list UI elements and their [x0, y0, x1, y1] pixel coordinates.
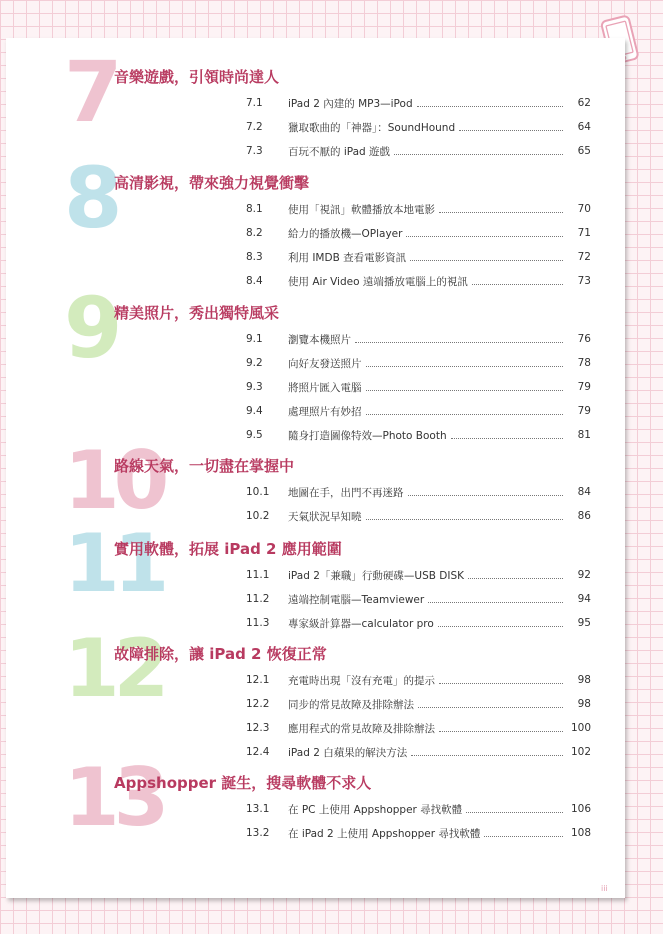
page-number: 62 [577, 97, 591, 109]
section-number: 9.5 [246, 429, 263, 441]
section-title: 專家級計算器—calculator pro [288, 615, 436, 633]
section-title: 隨身打造圖像特效—Photo Booth [288, 427, 449, 445]
toc-entry[interactable] [246, 272, 591, 290]
page-number: 108 [570, 827, 591, 839]
section-title: 利用 IMDB 查看電影資訊 [288, 249, 408, 267]
toc-entry[interactable] [246, 354, 591, 372]
page-number: 81 [577, 429, 591, 441]
chapter-number: 11 [64, 517, 164, 610]
section-number: 9.1 [246, 333, 263, 345]
section-number: 13.2 [246, 827, 270, 839]
chapter-number: 10 [64, 434, 164, 527]
section-number: 9.2 [246, 357, 263, 369]
dot-leader [366, 354, 564, 367]
toc-entry[interactable] [246, 590, 591, 608]
toc-page [6, 38, 625, 898]
dot-leader [451, 426, 563, 439]
toc-entry[interactable] [246, 695, 591, 713]
section-number: 8.2 [246, 227, 263, 239]
section-number: 7.3 [246, 145, 263, 157]
dot-leader [428, 590, 563, 603]
page-number: 70 [577, 203, 591, 215]
dot-leader [459, 118, 563, 131]
section-number: 11.3 [246, 617, 270, 629]
toc-entry[interactable] [246, 224, 591, 242]
page-number: 92 [577, 569, 591, 581]
page-number: 84 [577, 486, 591, 498]
section-title: iPad 2 白蘋果的解決方法 [288, 744, 409, 762]
dot-leader [410, 248, 563, 261]
section-number: 7.2 [246, 121, 263, 133]
chapter-title: 路線天氣，一切盡在掌握中 [114, 457, 295, 475]
section-number: 13.1 [246, 803, 270, 815]
section-title: 獵取歌曲的「神器」：SoundHound [288, 119, 457, 137]
toc-entry[interactable] [246, 200, 591, 218]
chapter-number: 7 [64, 43, 119, 141]
chapter-number: 12 [64, 622, 164, 715]
toc-entry[interactable] [246, 824, 591, 842]
dot-leader [355, 330, 563, 343]
chapter-title: Appshopper 誕生，搜尋軟體不求人 [114, 774, 372, 792]
chapter-title: 高清影視，帶來強力視覺衝擊 [114, 174, 310, 192]
section-number: 10.1 [246, 486, 270, 498]
toc-entry[interactable] [246, 743, 591, 761]
toc-entry[interactable] [246, 507, 591, 525]
toc-entry[interactable] [246, 118, 591, 136]
dot-leader [466, 800, 563, 813]
dot-leader [417, 94, 563, 107]
page-number: 78 [577, 357, 591, 369]
dot-leader [472, 272, 563, 285]
toc-entry[interactable] [246, 614, 591, 632]
dot-leader [366, 402, 564, 415]
dot-leader [468, 566, 563, 579]
toc-entry[interactable] [246, 483, 591, 501]
section-number: 11.1 [246, 569, 270, 581]
chapter-title: 故障排除，讓 iPad 2 恢復正常 [114, 645, 327, 663]
toc-entry[interactable] [246, 671, 591, 689]
page-number: 100 [570, 722, 591, 734]
toc-entry[interactable] [246, 402, 591, 420]
section-title: 向好友發送照片 [288, 355, 364, 373]
dot-leader [484, 824, 563, 837]
dot-leader [366, 378, 564, 391]
dot-leader [438, 614, 563, 627]
section-number: 12.1 [246, 674, 270, 686]
footer-page-number: iii [601, 884, 608, 893]
section-title: 瀏覽本機照片 [288, 331, 353, 349]
toc-entry[interactable] [246, 566, 591, 584]
dot-leader [366, 507, 564, 520]
section-number: 7.1 [246, 97, 263, 109]
chapter-number: 8 [64, 149, 119, 247]
page-number: 106 [570, 803, 591, 815]
dot-leader [406, 224, 563, 237]
page-number: 73 [577, 275, 591, 287]
section-title: 在 PC 上使用 Appshopper 尋找軟體 [288, 801, 464, 819]
section-title: 將照片匯入電腦 [288, 379, 364, 397]
dot-leader [418, 695, 563, 708]
page-number: 64 [577, 121, 591, 133]
page-number: 94 [577, 593, 591, 605]
section-title: 同步的常見故障及排除辦法 [288, 696, 416, 714]
section-title: 地圖在手，出門不再迷路 [288, 484, 406, 502]
section-number: 8.3 [246, 251, 263, 263]
section-title: iPad 2「兼職」行動硬碟—USB DISK [288, 567, 466, 585]
section-number: 12.4 [246, 746, 270, 758]
section-title: 應用程式的常見故障及排除辦法 [288, 720, 437, 738]
toc-entry[interactable] [246, 248, 591, 266]
section-number: 9.3 [246, 381, 263, 393]
page-number: 79 [577, 405, 591, 417]
toc-entry[interactable] [246, 426, 591, 444]
page-number: 98 [577, 698, 591, 710]
section-number: 9.4 [246, 405, 263, 417]
section-title: iPad 2 內建的 MP3—iPod [288, 95, 415, 113]
page-number: 72 [577, 251, 591, 263]
page-number: 65 [577, 145, 591, 157]
section-title: 遠端控制電腦—Teamviewer [288, 591, 426, 609]
dot-leader [394, 142, 563, 155]
section-number: 8.4 [246, 275, 263, 287]
chapter-title: 精美照片，秀出獨特風采 [114, 304, 280, 322]
chapter-number: 9 [64, 279, 119, 377]
dot-leader [408, 483, 564, 496]
section-number: 11.2 [246, 593, 270, 605]
page-number: 71 [577, 227, 591, 239]
page-number: 79 [577, 381, 591, 393]
section-number: 10.2 [246, 510, 270, 522]
chapter-title: 音樂遊戲，引領時尚達人 [114, 68, 280, 86]
section-title: 處理照片有妙招 [288, 403, 364, 421]
toc-entry[interactable] [246, 719, 591, 737]
toc-entry[interactable] [246, 94, 591, 112]
section-title: 百玩不厭的 iPad 遊戲 [288, 143, 392, 161]
chapter-number: 13 [64, 751, 164, 844]
section-title: 充電時出現「沒有充電」的提示 [288, 672, 437, 690]
page-number: 76 [577, 333, 591, 345]
toc-entry[interactable] [246, 142, 591, 160]
page-number: 102 [570, 746, 591, 758]
toc-entry[interactable] [246, 330, 591, 348]
dot-leader [439, 719, 563, 732]
chapter-title: 實用軟體，拓展 iPad 2 應用範圍 [114, 540, 342, 558]
section-number: 12.3 [246, 722, 270, 734]
section-title: 在 iPad 2 上使用 Appshopper 尋找軟體 [288, 825, 482, 843]
section-title: 給力的播放機—OPlayer [288, 225, 404, 243]
dot-leader [439, 200, 563, 213]
section-number: 8.1 [246, 203, 263, 215]
page-number: 98 [577, 674, 591, 686]
section-number: 12.2 [246, 698, 270, 710]
toc-entry[interactable] [246, 800, 591, 818]
dot-leader [439, 671, 563, 684]
toc-entry[interactable] [246, 378, 591, 396]
page-number: 95 [577, 617, 591, 629]
section-title: 使用 Air Video 遠端播放電腦上的視訊 [288, 273, 470, 291]
dot-leader [411, 743, 563, 756]
page-number: 86 [577, 510, 591, 522]
section-title: 天氣狀況早知曉 [288, 508, 364, 526]
section-title: 使用「視訊」軟體播放本地電影 [288, 201, 437, 219]
